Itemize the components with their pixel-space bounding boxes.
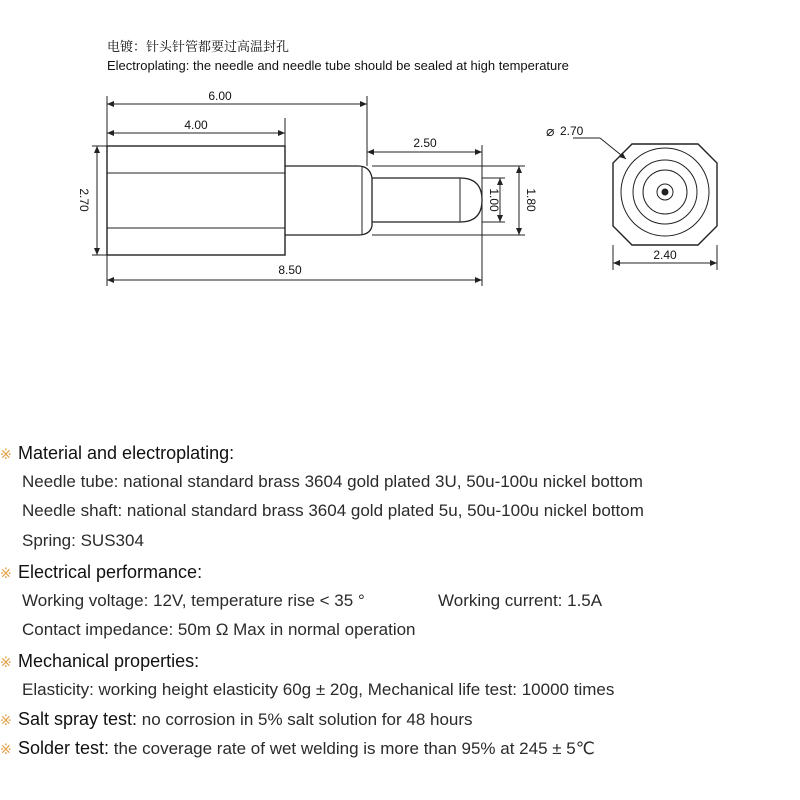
salt-spray-test: ※ Salt spray test: no corrosion in 5% salt solution for 48 hours: [0, 709, 473, 729]
bullet-icon: ※: [0, 446, 12, 462]
technical-drawing: [0, 0, 800, 300]
label-1: 1.00: [487, 188, 501, 212]
label-2-5: 2.50: [413, 136, 437, 150]
material-line-2: Needle shaft: national standard brass 3604 gold plated 5u, 50u-100u nickel bottom: [22, 501, 644, 520]
bullet-icon: ※: [0, 654, 12, 670]
diameter-symbol: ⌀: [546, 123, 555, 139]
electrical-voltage: Working voltage: 12V, temperature rise < 35 °: [22, 591, 365, 610]
pin-shaft: [285, 166, 372, 235]
bullet-icon: ※: [0, 565, 12, 581]
electrical-heading: ※ Electrical performance:: [0, 562, 203, 582]
electrical-impedance: Contact impedance: 50m Ω Max in normal operation: [22, 620, 416, 639]
label-2-4: 2.40: [653, 248, 677, 262]
bullet-icon: ※: [0, 741, 12, 757]
mechanical-line: Elasticity: working height elasticity 60g ± 20g, Mechanical life test: 10000 times: [22, 680, 615, 699]
bullet-icon: ※: [0, 712, 12, 728]
electrical-current: Working current: 1.5A: [438, 591, 603, 610]
electroplating-note-en: Electroplating: the needle and needle tube should be sealed at high temperature: [107, 58, 569, 73]
pin-body: [107, 146, 285, 255]
electroplating-note-cn: 电镀：针头针管都要过高温封孔: [107, 39, 290, 54]
mechanical-heading: ※ Mechanical properties:: [0, 651, 200, 671]
label-1-8: 1.80: [524, 188, 538, 212]
solder-test: ※ Solder test: the coverage rate of wet welding is more than 95% at 245 ± 5℃: [0, 738, 595, 758]
label-2-7: 2.70: [77, 188, 91, 212]
label-8-5: 8.50: [278, 263, 302, 277]
label-4: 4.00: [184, 118, 208, 132]
material-heading: ※ Material and electroplating:: [0, 443, 235, 463]
label-6: 6.00: [208, 89, 232, 103]
material-line-3: Spring: SUS304: [22, 531, 144, 550]
material-line-1: Needle tube: national standard brass 3604 gold plated 3U, 50u-100u nickel bottom: [22, 472, 643, 491]
pin-tip: [372, 178, 482, 222]
label-2-7-end: 2.70: [560, 124, 584, 138]
